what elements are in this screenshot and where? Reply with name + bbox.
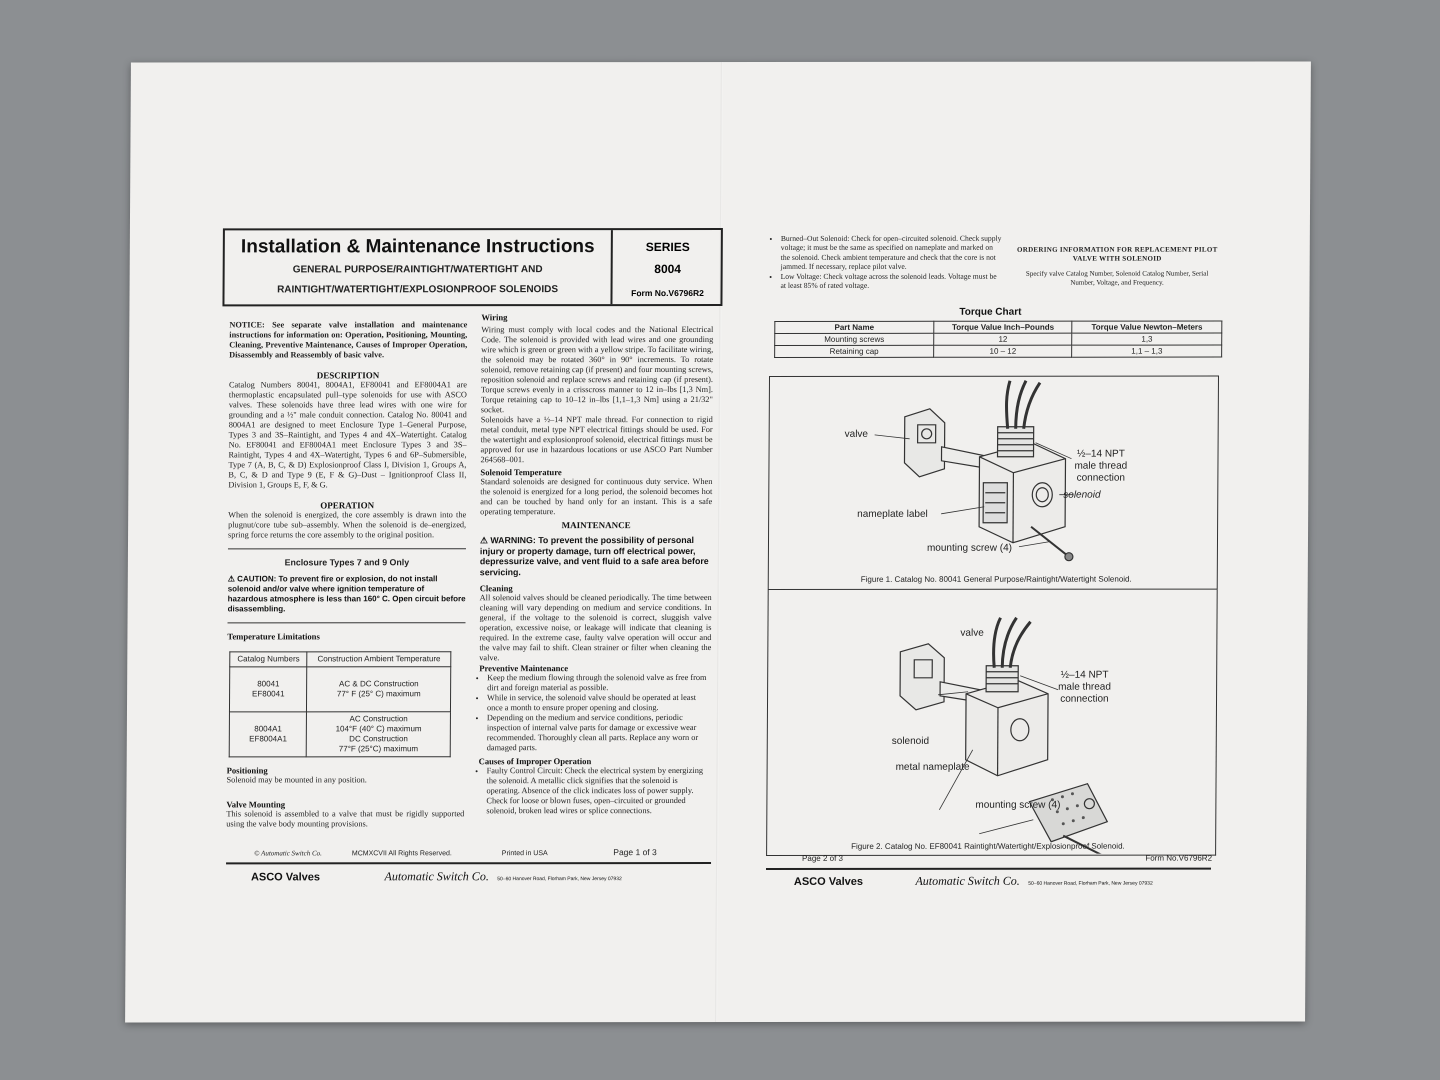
list-item: • While in service, the solenoid valve should be operated at least once a month to ensure proper opening and closing. — [487, 693, 711, 713]
address: 50–60 Hanover Road, Florham Park, New Jersey 07932 — [1028, 880, 1153, 887]
subtitle-line-2: RAINTIGHT/WATERTIGHT/EXPLOSIONPROOF SOLENOIDS — [277, 284, 559, 296]
figure-2-caption: Figure 2. Catalog No. EF80041 Raintight/Watertight/Explosionproof Solenoid. — [851, 841, 1125, 851]
warning-text: ⚠ WARNING: To prevent the possibility of personal injury or property damage, turn off electrical power, depressurize valve, and vent fluid to a safe area before servicing. — [479, 535, 709, 577]
list-item: • Keep the medium flowing through the solenoid valve as free from dirt and foreign material as possible. — [487, 673, 711, 693]
label-nameplate: nameplate label — [857, 508, 928, 520]
printed: Printed in USA — [501, 850, 548, 858]
wiring-text-2: Solenoids have a ½–14 NPT male thread. For connection to rigid metal conduit, metal type NPT electrical fittings should be used. For the watertight and explosionproof solenoid, electrical fittings must be approved for use in hazardous locations or use ASCO Part Number 264568–001. — [480, 415, 713, 465]
label-npt-2: male thread — [1058, 681, 1111, 693]
table-cell: 80041 EF80041 — [229, 667, 307, 712]
label-valve: valve — [844, 428, 869, 440]
label-valve: valve — [960, 627, 984, 639]
table-cell: 1,3 — [1072, 333, 1222, 345]
table-cell: AC & DC Construction 77° F (25° C) maximum — [307, 667, 451, 712]
table-cell: 8004A1 EF8004A1 — [229, 712, 307, 757]
ordering-text: Specify valve Catalog Number, Solenoid Catalog Number, Serial Number, Voltage, and Frequency. — [1025, 269, 1209, 287]
column-2 — [478, 312, 713, 816]
figure-1-drawing — [769, 377, 1218, 589]
caution-text: ⚠ CAUTION: To prevent fire or explosion, do not install solenoid and/or valve where ignition temperature of hazardous atmosphere is less than 160° C. Open circuit before disassembling. — [227, 574, 466, 614]
causes-list-continued — [773, 234, 1003, 291]
figure-2 — [766, 590, 1218, 856]
footer-line-1 — [254, 847, 714, 857]
company-logo: Automatic Switch Co. — [384, 869, 489, 884]
header-title-block — [224, 230, 612, 304]
form-number: Form No.V6796R2 — [631, 288, 704, 299]
table-header: Construction Ambient Temperature — [307, 652, 451, 667]
figure-1-caption: Figure 1. Catalog No. 80041 General Purpose/Raintight/Watertight Solenoid. — [860, 574, 1132, 584]
temp-limits-heading: Temperature Limitations — [227, 631, 320, 642]
operation-text: When the solenoid is energized, the core assembly is drawn into the plugnut/core tube sub–assembly. When the solenoid is de–energized, spring force returns the core assembly to the original position. — [228, 510, 467, 540]
series-block — [614, 230, 720, 304]
table-row — [229, 667, 450, 712]
footer2-brand-row — [794, 872, 1224, 890]
causes-list — [478, 766, 710, 816]
ordering-info — [1015, 246, 1220, 288]
figure-2-drawing — [767, 590, 1217, 854]
label-solenoid: solenoid — [891, 735, 930, 747]
figure-1 — [768, 376, 1219, 590]
table-cell: 10 – 12 — [934, 345, 1073, 357]
divider — [228, 548, 466, 549]
form-number: Form No.V6796R2 — [1145, 853, 1213, 863]
operation-heading: OPERATION — [320, 500, 375, 511]
table-row — [229, 712, 450, 757]
series-number: 8004 — [654, 262, 682, 277]
series-label: SERIES — [645, 240, 690, 255]
description-text: Catalog Numbers 80041, 8004A1, EF80041 and EF8004A1 are thermoplastic encapsulated pull–type solenoids for use with ASCO valves. These solenoids have three lead wires with one wire for grounding and a ½" male conduit connection. Catalog No. 80041 and 8004A1 are designed to meet Enclosure Type 1–General Purpose, Types 3 and 3S–Raintight, and Types 4 and 4X–Watertight. Catalog No. EF80041 and EF8004A1 meet Enclosure Types 3 and 3S–Raintight, Types 4 and 4X–Watertight, Types 6 and 6P–Submersible, Type 7 (A, B, C, & D) Explosionproof Class I, Division 1, Groups A, B, C, & D and Type 9 (E, F & G)–Dust – Ignitionproof Class II, Division 1, Groups E, F, & G. — [228, 380, 467, 490]
subtitle-line-1: GENERAL PURPOSE/RAINTIGHT/WATERTIGHT AND — [292, 264, 543, 276]
list-item: • Low Voltage: Check voltage across the solenoid leads. Voltage must be at least 85% of rated voltage. — [781, 271, 1003, 290]
header-box — [222, 228, 722, 306]
torque-table — [774, 321, 1222, 358]
document-title: Installation & Maintenance Instructions — [240, 236, 595, 258]
notice-text: NOTICE: See separate valve installation and maintenance instructions for information on: Operation, Positioning, Mounting, Cleaning, Preventive Maintenance, Causes of Improper Operation, Disassembly and Reassembly of basic valve. — [229, 320, 468, 360]
table-row — [775, 345, 1222, 357]
list-item: • Depending on the medium and service conditions, periodic inspection of internal valve parts for damage or excessive wear recommended. Thoroughly clean all parts. Replace any worn or damaged parts. — [487, 713, 711, 753]
list-item: • Burned–Out Solenoid: Check for open–circuited solenoid. Check supply voltage; it must be the same as specified on nameplate and marked on the solenoid. Check ambient temperature and check that the core is not jammed. If necessary, replace pilot valve. — [781, 234, 1003, 272]
preventive-list — [479, 673, 711, 753]
copyright: © Automatic Switch Co. — [254, 849, 322, 858]
maintenance-heading: MAINTENANCE — [561, 520, 631, 531]
label-npt — [1058, 670, 1111, 706]
page2-troubleshooting — [773, 234, 1003, 291]
label-npt — [1074, 449, 1127, 485]
rights: MCMXCVII All Rights Reserved. — [351, 850, 452, 858]
wiring-text: Wiring must comply with local codes and the National Electrical Code. The solenoid is provided with lead wires and one grounding wire which is green or green with a yellow stripe. To facilitate wiring, the solenoid may be rotated 360° in 90° increments. To rotate solenoid, remove retaining cap (if present) and four mounting screws, reposition solenoid and replace screws and retaining cap (if present). Torque screws evenly in a crisscross manner to 12 in–lbs [1,3 Nm]. Torque retaining cap to 10–12 in–lbs [1,1–1,3 Nm] using a 21/32" socket. — [480, 325, 714, 415]
footer-brand-row — [251, 867, 721, 885]
wiring-heading: Wiring — [481, 312, 508, 323]
label-npt-3: connection — [1076, 472, 1126, 484]
table-cell: Mounting screws — [775, 333, 934, 345]
divider — [228, 622, 466, 623]
table-cell: 12 — [934, 333, 1073, 345]
address: 50–60 Hanover Road, Florham Park, New Jersey 07932 — [497, 876, 622, 883]
enclosure-heading: Enclosure Types 7 and 9 Only — [284, 557, 410, 568]
label-solenoid: solenoid — [1063, 489, 1101, 501]
cleaning-heading: Cleaning — [479, 583, 513, 594]
valve-mounting-text: This solenoid is assembled to a valve that must be rigidly supported using the valve body mounting provisions. — [226, 809, 465, 829]
table-header: Catalog Numbers — [230, 652, 308, 667]
label-nameplate: metal nameplate — [895, 761, 970, 773]
positioning-heading: Positioning — [226, 765, 268, 776]
preventive-heading: Preventive Maintenance — [479, 663, 569, 674]
instruction-sheet — [125, 61, 1311, 1022]
ordering-title: ORDERING INFORMATION FOR REPLACEMENT PILOT VALVE WITH SOLENOID — [1016, 245, 1218, 263]
cleaning-text: All solenoid valves should be cleaned periodically. The time between cleaning will vary depending on medium and service conditions. In general, if the voltage to the solenoid is correct, sluggish valve operation, excessive noise, or leakage will indicate that cleaning is required. In the extreme case, faulty valve operation will occur and the valve may fail to shift. Clean strainer or filter when cleaning the valve. — [479, 593, 712, 663]
list-item: • Faulty Control Circuit: Check the electrical system by energizing the solenoid. A metallic click signifies that the solenoid is operating. Absence of the click indicates loss of power supply. Check for loose or blown fuses, open–circuited or grounded solenoid, broken lead wires or splice connections. — [486, 766, 710, 816]
valve-mounting-heading: Valve Mounting — [226, 799, 286, 810]
table-header: Torque Value Inch–Pounds — [934, 321, 1073, 333]
label-npt-1: ½–14 NPT — [1060, 669, 1109, 681]
footer-rule — [226, 862, 711, 864]
torque-chart-title: Torque Chart — [959, 306, 1022, 318]
footer-rule — [766, 868, 1211, 870]
page-number: Page 2 of 3 — [802, 853, 844, 863]
solenoid-temp-heading: Solenoid Temperature — [480, 467, 562, 478]
temperature-table — [229, 651, 452, 757]
label-screw: mounting screw (4) — [975, 799, 1061, 811]
brand-name: ASCO Valves — [793, 875, 864, 888]
label-npt-1: ½–14 NPT — [1076, 448, 1125, 460]
brand-name: ASCO Valves — [250, 871, 321, 884]
label-screw: mounting screw (4) — [926, 542, 1013, 554]
page-number: Page 1 of 3 — [613, 847, 657, 858]
column-1 — [226, 320, 467, 829]
table-cell: AC Construction 104°F (40° C) maximum DC Construction 77°F (25°C) maximum — [307, 712, 451, 757]
table-cell: 1,1 – 1,3 — [1072, 345, 1222, 357]
label-npt-3: connection — [1060, 693, 1109, 705]
positioning-text: Solenoid may be mounted in any position. — [226, 775, 367, 785]
label-npt-2: male thread — [1074, 460, 1128, 472]
solenoid-temp-text: Standard solenoids are designed for continuous duty service. When the solenoid is energized for a long period, the solenoid becomes hot and can be touched by hand only for an instant. This is a safe operating temperature. — [480, 477, 713, 517]
company-logo: Automatic Switch Co. — [915, 873, 1020, 888]
footer2-line-1 — [802, 854, 1212, 863]
table-cell: Retaining cap — [775, 345, 934, 357]
table-header: Part Name — [775, 321, 934, 333]
description-heading: DESCRIPTION — [316, 370, 380, 381]
causes-heading: Causes of Improper Operation — [478, 756, 592, 767]
table-row — [775, 333, 1222, 345]
table-header: Torque Value Newton–Meters — [1072, 321, 1222, 333]
